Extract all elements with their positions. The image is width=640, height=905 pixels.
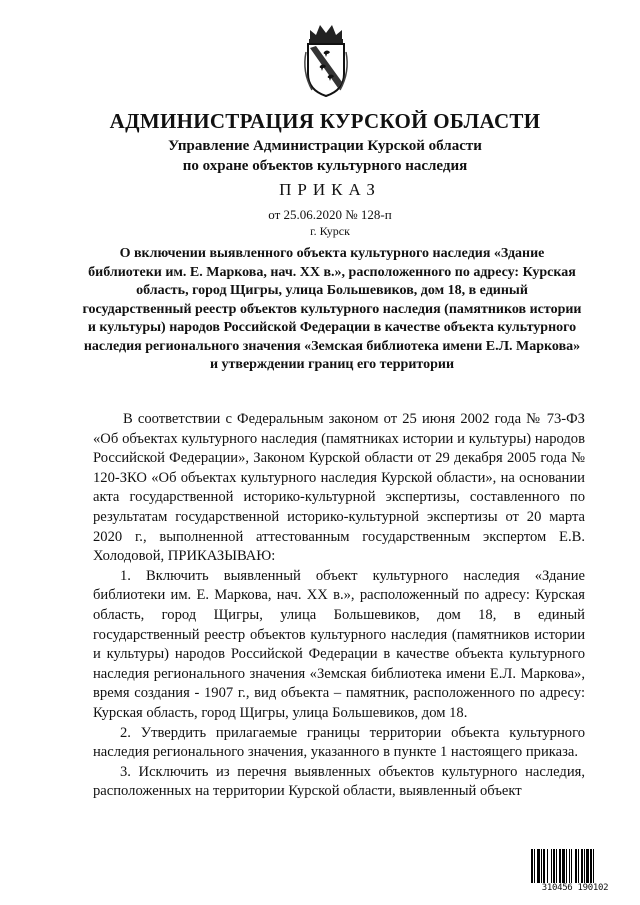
department-line-2: по охране объектов культурного наследия bbox=[182, 158, 468, 174]
department-name bbox=[60, 136, 590, 176]
order-subject: О включении выявленного объекта культурного наследия «Здание библиотеки им. Е. Маркова, нач. XX в.», расположенного по адресу: Курская область, город Щигры, улица Большевиков, дом 18, в единый государственный реестр объектов культурного наследия (памятников истории и культуры) народов Российской Федерации в качестве объекта культурного наследия регионального значения «Земская библиотека имени Е.Л. Маркова» и утверждении границ его территории bbox=[82, 246, 582, 372]
organization-title: АДМИНИСТРАЦИЯ КУРСКОЙ ОБЛАСТИ bbox=[109, 109, 541, 133]
barcode-bars bbox=[530, 849, 620, 885]
date-number: от 25.06.2020 № 128-п bbox=[268, 207, 392, 222]
item-1-paragraph: 1. Включить выявленный объект культурного наследия «Здание библиотеки им. Е. Маркова, нач. XX в.», расположенный по адресу: Курская область, город Щигры, улица Большевиков, дом 18, в единый государственный реестр объектов культурного наследия (памятников истории и культуры) народов Российской Федерации в качестве объекта культурного наследия регионального значения «Земская библиотека имени Е.Л. Маркова», время создания - 1907 г., вид объекта – памятник, расположенного по адресу: Курская область, город Щигры, улица Большевиков, дом 18. bbox=[93, 567, 585, 721]
barcode-number: 310456 190102 bbox=[530, 883, 620, 894]
item-2-paragraph: 2. Утвердить прилагаемые границы территории объекта культурного наследия регионального значения, указанного в пункте 1 настоящего приказа. bbox=[93, 724, 585, 761]
department-line-1: Управление Администрации Курской области bbox=[168, 138, 482, 154]
item-3-paragraph: 3. Исключить из перечня выявленных объектов культурного наследия, расположенных на территории Курской области, выявленный объект bbox=[93, 763, 585, 800]
preamble-paragraph: В соответствии с Федеральным законом от 25 июня 2002 года № 73-ФЗ «Об объектах культурного наследия (памятниках истории и культуры) народов Российской Федерации», Законом Курской области от 29 декабря 2005 года № 120-ЗКО «Об объектах культурного наследия Курской области», на основании акта государственной историко-культурной экспертизы, составленного по результатам государственной историко-культурной экспертизы от 20 марта 2020 г., выполненной аттестованным государственным экспертом Е.В. Холодовой, ПРИКАЗЫВАЮ: bbox=[93, 411, 585, 565]
order-body bbox=[93, 410, 585, 802]
city: г. Курск bbox=[310, 224, 350, 238]
kursk-coat-of-arms-icon bbox=[300, 22, 352, 98]
document-barcode bbox=[530, 849, 620, 895]
document-type: ПРИКАЗ bbox=[279, 180, 381, 199]
